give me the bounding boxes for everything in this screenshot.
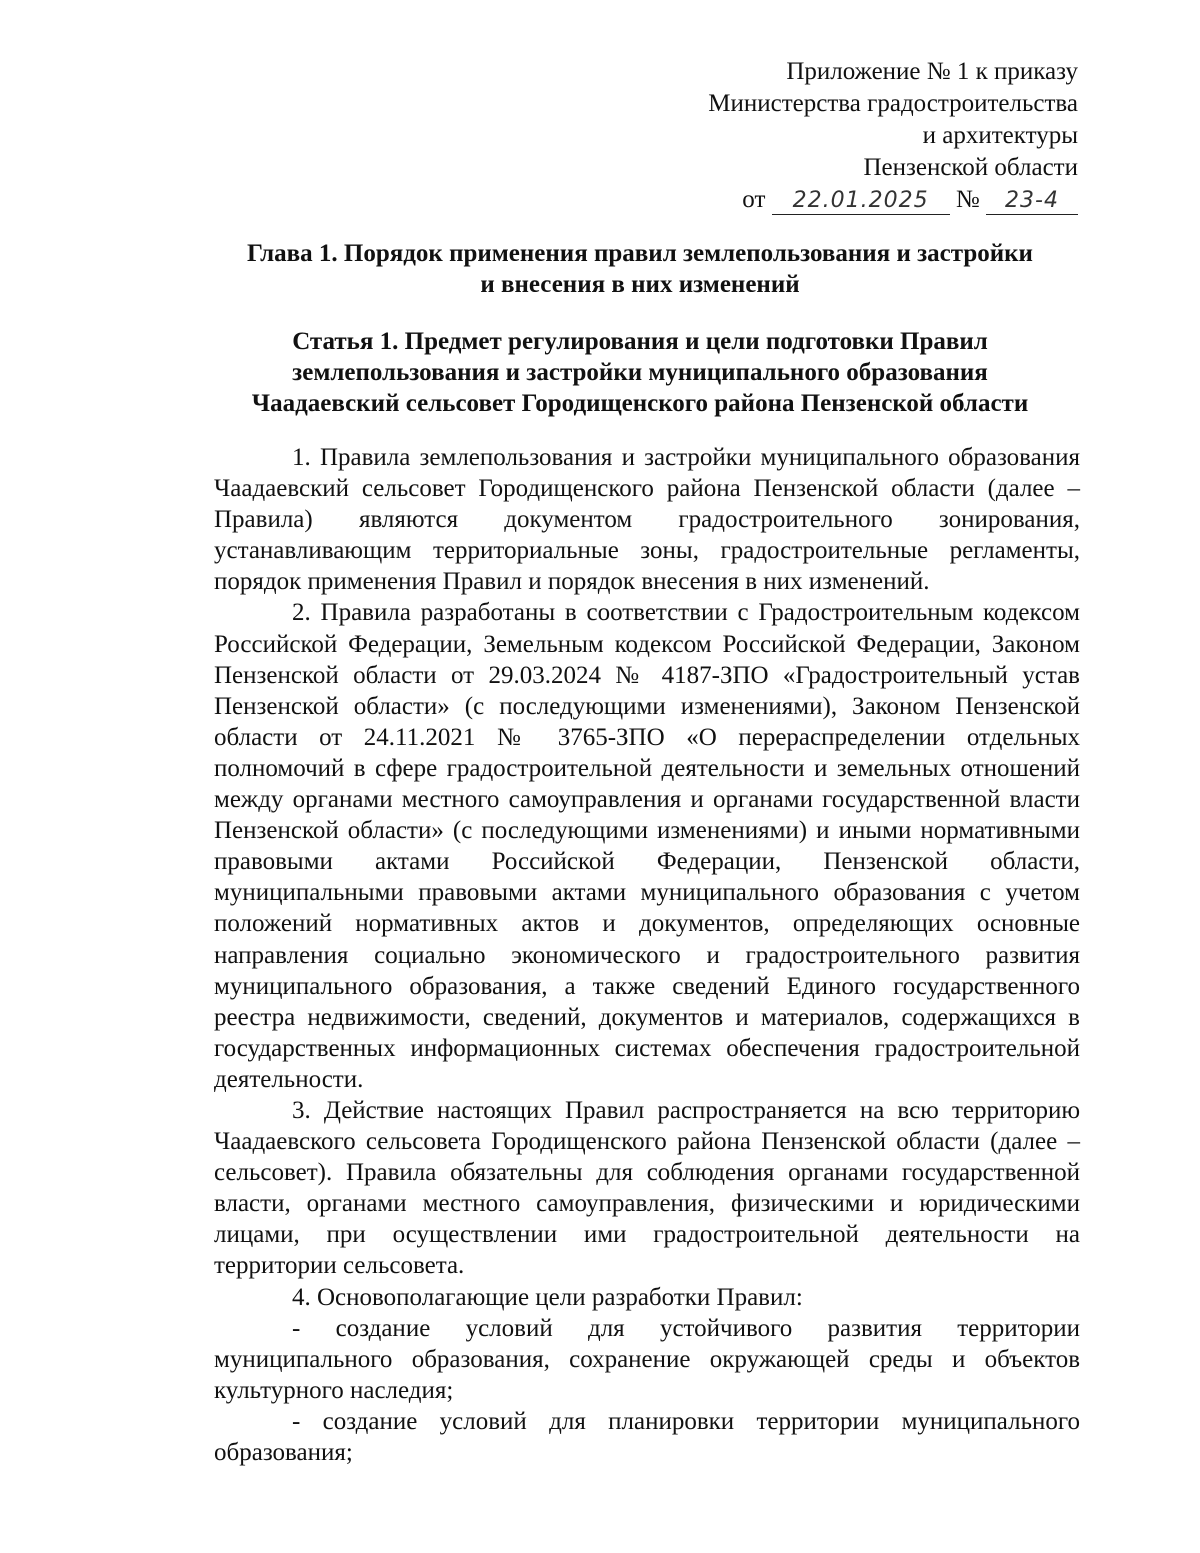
chapter-heading-line-1: Глава 1. Порядок применения правил землепользования и застройки xyxy=(247,240,1033,267)
article-body xyxy=(214,442,1080,1468)
appendix-line-3: и архитектуры xyxy=(922,122,1078,149)
article-heading-line-2: землепользования и застройки муниципального образования xyxy=(292,359,988,386)
chapter-heading-line-2: и внесения в них изменений xyxy=(480,271,800,298)
goal-item-1: - создание условий для устойчивого развития территории муниципального образования, сохранение окружающей среды и объектов культурного наследия; xyxy=(214,1314,1080,1404)
appendix-header xyxy=(708,56,1078,216)
paragraph-4: 4. Основополагающие цели разработки Правил: xyxy=(292,1283,803,1311)
appendix-line-4: Пензенской области xyxy=(863,154,1078,181)
paragraph-3: 3. Действие настоящих Правил распространяется на всю территорию Чаадаевского сельсовета Городищенского района Пензенской области (далее – сельсовет). Правила обязательны для соблюдения органами государственной власти, органами местного самоуправления, физическими и юридическими лицами, при осуществлении ими градостроительной деятельности на территории сельсовета. xyxy=(214,1096,1080,1280)
appendix-line-1: Приложение № 1 к приказу xyxy=(786,58,1078,85)
paragraph-1: 1. Правила землепользования и застройки муниципального образования Чаадаевский сельсовет Городищенского района Пензенской области (далее – Правила) являются документом градостроительного зонирования, устанавливающим территориальные зоны, градостроительные регламенты, порядок применения Правил и порядок внесения в них изменений. xyxy=(214,444,1080,596)
number-prefix: № xyxy=(955,186,980,213)
date-prefix: от xyxy=(742,186,766,213)
goal-item-2: - создание условий для планировки территории муниципального образования; xyxy=(214,1407,1080,1466)
article-heading-line-1: Статья 1. Предмет регулирования и цели подготовки Правил xyxy=(292,328,988,355)
appendix-date-line xyxy=(708,184,1078,216)
paragraph-2: 2. Правила разработаны в соответствии с Градостроительным кодексом Российской Федерации, Земельным кодексом Российской Федерации, Законом Пензенской области от 29.03.2024 № 4187-ЗПО «Градостроительный устав Пензенской области» (с последующими изменениями), Законом Пензенской области от 24.11.2021 № 3765-ЗПО «О перераспределении отдельных полномочий в сфере градостроительной деятельности и земельных отношений между органами местного самоуправления и органами государственной власти Пензенской области» (с последующими изменениями) и иными нормативными правовыми актами Российской Федерации, Пензенской области, муниципальными правовыми актами муниципального образования с учетом положений нормативных актов и документов, определяющих основные направления социально экономического и градостроительного развития муниципального образования, а также сведений Единого государственного реестра недвижимости, сведений, документов и материалов, содержащихся в государственных информационных системах обеспечения градостроительной деятельности. xyxy=(214,599,1080,1093)
chapter-heading xyxy=(200,238,1080,300)
handwritten-number: 23-4 xyxy=(986,188,1078,215)
article-heading-line-3: Чаадаевский сельсовет Городищенского района Пензенской области xyxy=(251,390,1029,417)
article-heading xyxy=(200,326,1080,419)
appendix-line-2: Министерства градостроительства xyxy=(708,90,1078,117)
handwritten-date: 22.01.2025 xyxy=(772,188,950,215)
